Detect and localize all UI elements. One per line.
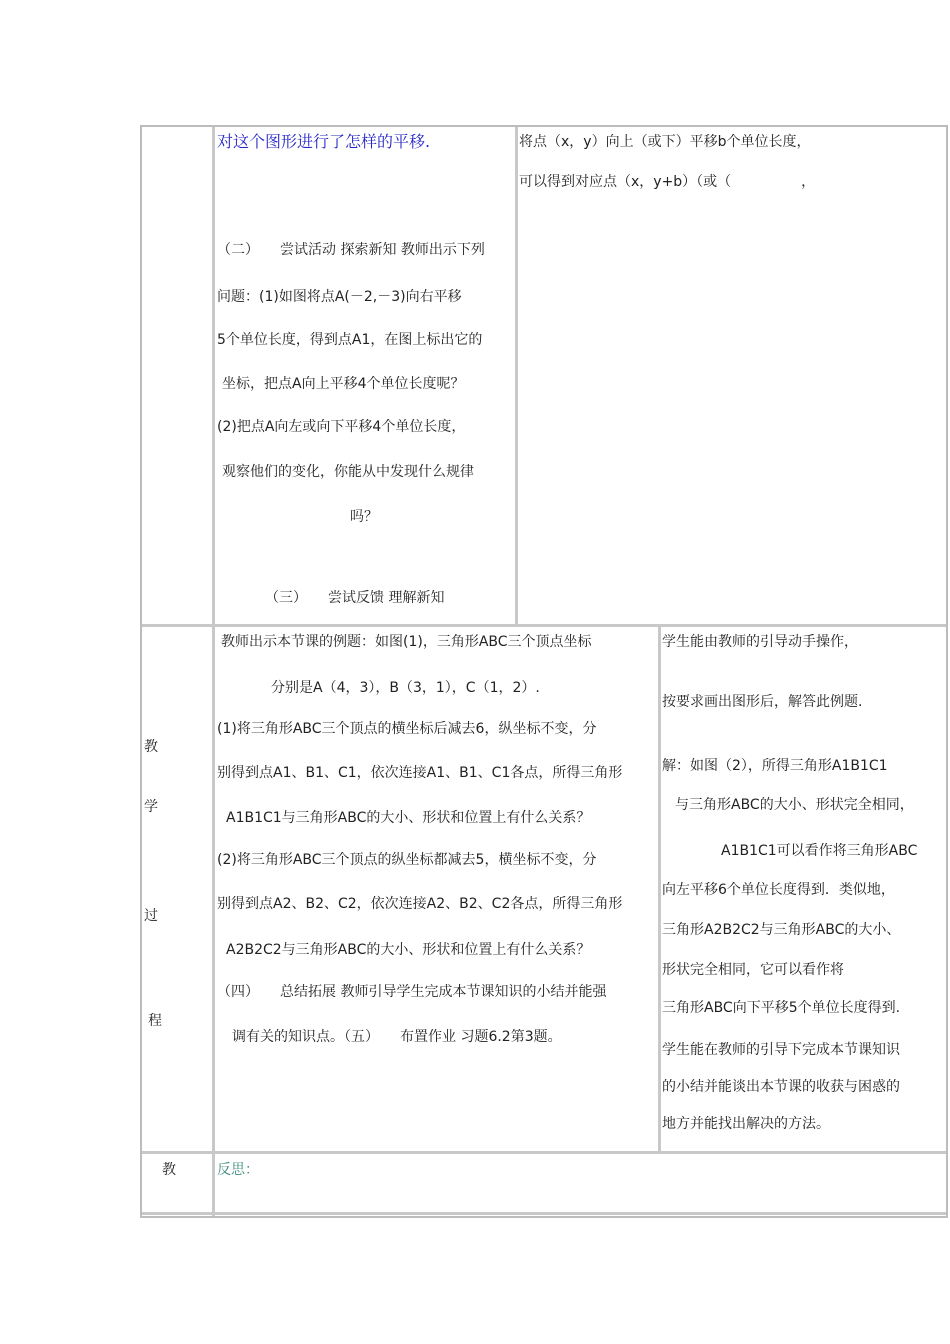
row2-right-line: 解：如图（2），所得三角形A1B1C1: [662, 758, 888, 774]
row2-right-line: 的小结并能谈出本节课的收获与困惑的: [662, 1079, 900, 1095]
row1-left-line: （二） 尝试活动 探索新知 教师出示下列: [217, 242, 485, 258]
row2-label-char: 教: [144, 739, 158, 755]
row1-left-line: 观察他们的变化，你能从中发现什么规律: [222, 464, 474, 480]
column-divider-label: [212, 127, 215, 1216]
row2-left-line: 别得到点A2、B2、C2，依次连接A2、B2、C2各点，所得三角形: [217, 896, 623, 912]
reflection-label: 反思：: [217, 1162, 259, 1178]
row-divider-3: [142, 1212, 946, 1215]
row1-right-line: 可以得到对应点（x，y+b）（或（ ，: [519, 174, 816, 190]
row2-left-line: A1B1C1与三角形ABC的大小、形状和位置上有什么关系？: [226, 810, 591, 826]
row1-left-line: 吗？: [350, 509, 378, 525]
row2-right-line: 向左平移6个单位长度得到．类似地，: [662, 882, 895, 898]
row-divider-2: [142, 1151, 946, 1154]
row2-left-line: 教师出示本节课的例题：如图(1)，三角形ABC三个顶点坐标: [221, 634, 592, 650]
row-divider-1: [142, 624, 946, 627]
row2-left-line: 别得到点A1、B1、C1，依次连接A1、B1、C1各点，所得三角形: [217, 765, 623, 781]
row2-left-line: （四） 总结拓展 教师引导学生完成本节课知识的小结并能强: [217, 984, 607, 1000]
row2-left-line: 调有关的知识点。（五） 布置作业 习题6.2第3题。: [232, 1029, 562, 1045]
row1-left-line: 坐标，把点A向上平移4个单位长度呢？: [222, 376, 465, 392]
row2-right-line: 三角形A2B2C2与三角形ABC的大小、: [662, 922, 901, 938]
row2-right-line: 三角形ABC向下平移5个单位长度得到.: [662, 1000, 901, 1016]
row1-left-line: 5个单位长度，得到点A1，在图上标出它的: [217, 332, 483, 348]
row2-right-line: 与三角形ABC的大小、形状完全相同，: [675, 797, 914, 813]
row2-right-line: A1B1C1可以看作将三角形ABC: [721, 843, 918, 859]
row2-label-char: 学: [144, 799, 158, 815]
row1-left-line: (2)把点A向左或向下平移4个单位长度，: [217, 419, 466, 435]
row2-right-line: 地方并能找出解决的方法。: [662, 1116, 830, 1132]
row2-right-line: 形状完全相同，它可以看作将: [662, 962, 844, 978]
row2-left-line: A2B2C2与三角形ABC的大小、形状和位置上有什么关系？: [226, 942, 591, 958]
row2-label-char: 程: [148, 1013, 162, 1029]
row3-label: 教: [162, 1162, 176, 1178]
row2-left-line: 分别是A（4，3），B（3，1），C（1，2）.: [271, 680, 540, 696]
row1-left-line: 问题：(1)如图将点A(－2,－3)向右平移: [217, 289, 462, 305]
column-divider-row1: [515, 127, 518, 625]
row2-left-line: (2)将三角形ABC三个顶点的纵坐标都减去5，横坐标不变，分: [217, 852, 597, 868]
row2-label-char: 过: [144, 908, 158, 924]
row2-right-line: 学生能在教师的引导下完成本节课知识: [662, 1042, 900, 1058]
row2-left-line: (1)将三角形ABC三个顶点的横坐标后减去6，纵坐标不变，分: [217, 721, 597, 737]
row2-right-line: 学生能由教师的引导动手操作，: [662, 634, 858, 650]
row1-heading: 对这个图形进行了怎样的平移.: [217, 132, 431, 151]
row1-left-line: （三） 尝试反馈 理解新知: [265, 590, 445, 606]
row2-right-line: 按要求画出图形后，解答此例题.: [662, 694, 863, 710]
column-divider-row2: [658, 627, 661, 1152]
row1-right-line: 将点（x，y）向上（或下）平移b个单位长度，: [519, 134, 811, 150]
